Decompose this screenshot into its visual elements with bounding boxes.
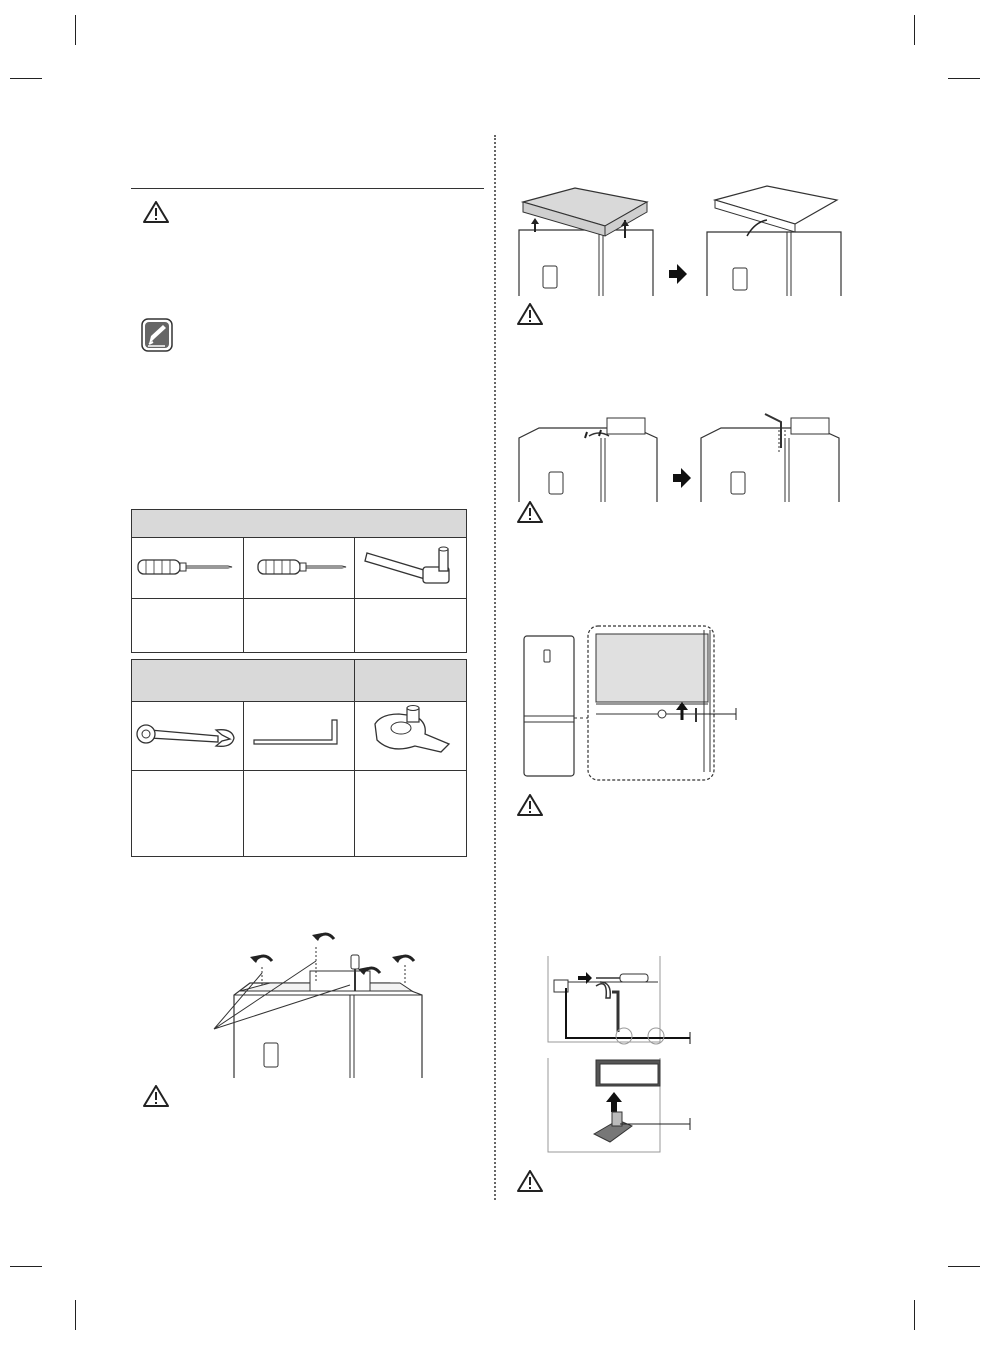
warning-triangle-icon <box>517 303 543 325</box>
rotate-arrows-icon <box>254 934 414 973</box>
crop-mark <box>914 15 915 45</box>
tool-label-cell <box>243 771 355 857</box>
tool-label-cell <box>132 599 244 653</box>
spanner-icon <box>132 714 242 754</box>
leveling-leg-icon <box>355 704 465 764</box>
tool-cell <box>243 538 355 599</box>
tool-label-cell <box>355 599 467 653</box>
socket-wrench-icon <box>355 541 465 591</box>
warning-triangle-icon <box>517 1170 543 1192</box>
tools-table-2 <box>131 659 467 857</box>
tool-cell <box>243 702 355 771</box>
top-hinge-removal-figure <box>515 408 845 504</box>
tool-label-cell <box>132 771 244 857</box>
tool-cell <box>132 538 244 599</box>
tool-cell <box>355 538 467 599</box>
crop-mark <box>75 15 76 45</box>
crop-mark <box>948 1266 980 1267</box>
warning-triangle-icon <box>143 1085 169 1107</box>
tool-cell <box>355 702 467 771</box>
crop-mark <box>10 78 42 79</box>
table-header <box>132 660 355 702</box>
phillips-screwdriver-icon <box>244 546 354 586</box>
warning-triangle-icon <box>517 501 543 523</box>
note-pencil-icon <box>141 318 173 352</box>
table-header <box>355 660 467 702</box>
section-rule <box>131 188 484 189</box>
tool-label-cell <box>243 599 355 653</box>
bottom-hinge-figure <box>540 952 700 1162</box>
crop-mark <box>10 1266 42 1267</box>
table-header <box>132 510 467 538</box>
hinge-cover-removal-figure <box>515 178 845 298</box>
right-arrow-icon <box>669 264 687 284</box>
warning-triangle-icon <box>517 794 543 816</box>
fridge-top-bolts-figure <box>200 925 440 1080</box>
tool-label-cell <box>355 771 467 857</box>
flathead-screwdriver-icon <box>132 546 242 586</box>
warning-triangle-icon <box>143 201 169 223</box>
middle-hinge-figure <box>520 622 765 784</box>
tools-table-1 <box>131 509 467 653</box>
crop-mark <box>948 78 980 79</box>
column-divider <box>494 135 496 1200</box>
right-arrow-icon <box>673 468 691 488</box>
hex-key-icon <box>244 714 354 754</box>
crop-mark <box>75 1300 76 1330</box>
tool-cell <box>132 702 244 771</box>
crop-mark <box>914 1300 915 1330</box>
